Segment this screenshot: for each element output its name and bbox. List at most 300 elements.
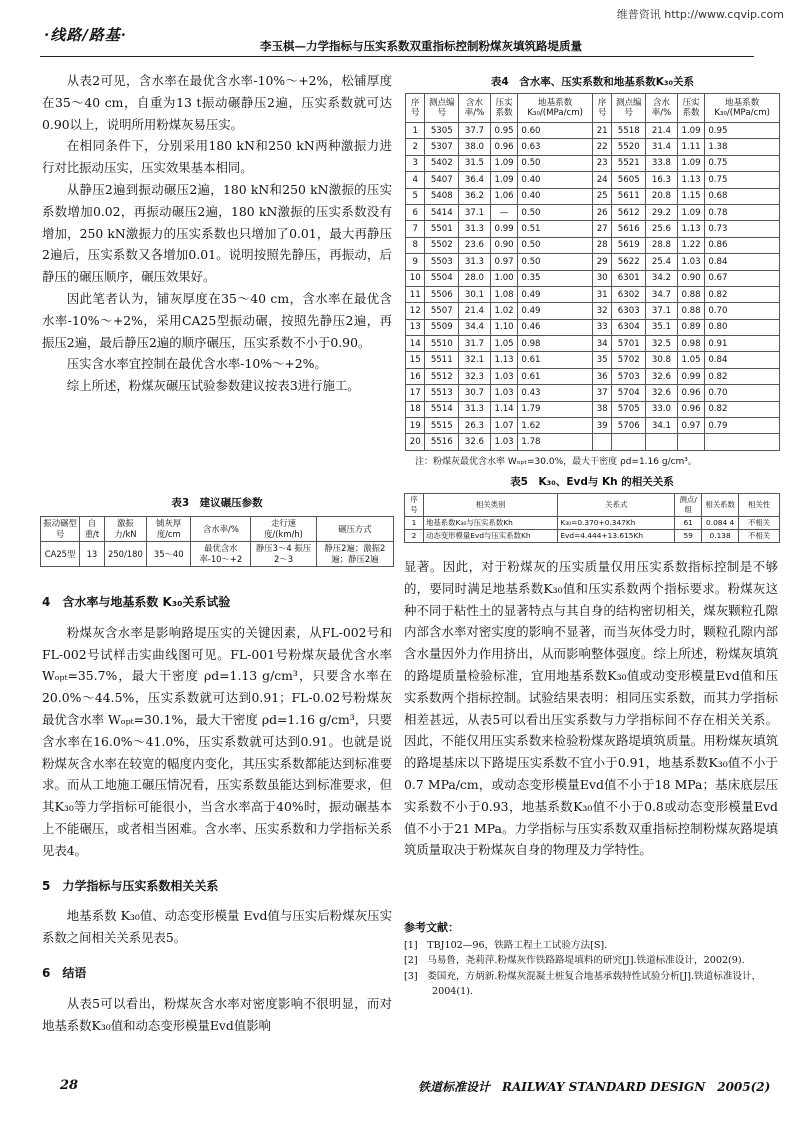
table-row <box>406 139 780 155</box>
table-cell: 1.09 <box>677 155 705 171</box>
table-cell: 36.4 <box>459 172 491 188</box>
table-cell: 1.09 <box>677 204 705 220</box>
table-cell: 26 <box>592 204 611 220</box>
table5-block <box>404 474 780 543</box>
table-cell: 5402 <box>425 155 459 171</box>
table-cell <box>612 434 646 450</box>
section-heading: 5 力学指标与压实系数相关关系 <box>42 878 219 893</box>
table-row <box>406 401 780 417</box>
table-cell: 31.3 <box>459 221 491 237</box>
table-cell: 37.1 <box>459 204 491 220</box>
table-cell: — <box>490 204 518 220</box>
table-cell: 5514 <box>425 401 459 417</box>
table-cell: 0.99 <box>490 221 518 237</box>
table-cell: 5305 <box>425 123 459 139</box>
table-caption: 表4 含水率、压实系数和地基系数K₃₀关系 <box>490 76 695 88</box>
table-cell: 静压2遍；激振2遍；静压2遍 <box>316 542 393 567</box>
table-cell: 0.50 <box>518 237 593 253</box>
table-cell: 8 <box>406 237 425 253</box>
table-cell: 5513 <box>425 385 459 401</box>
table-cell: 25.4 <box>646 254 678 270</box>
table-cell: 5622 <box>612 254 646 270</box>
table-cell: 33.8 <box>646 155 678 171</box>
table-cell: 0.73 <box>705 221 780 237</box>
table-header-cell: 压实系数 <box>677 94 705 123</box>
table-cell: 1.03 <box>490 385 518 401</box>
table-row <box>406 254 780 270</box>
table-cell: 29.2 <box>646 204 678 220</box>
table-row <box>406 385 780 401</box>
table-cell: 1.07 <box>490 418 518 434</box>
table-cell: 0.43 <box>518 385 593 401</box>
table-cell: 0.75 <box>705 172 780 188</box>
paragraph: 从表2可见，含水率在最优含水率-10%～+2%，松铺厚度在35～40 cm，自重为13 t振动碾静压2遍，压实系数就可达0.90以上，说明所用粉煤灰易压实。 <box>42 73 392 132</box>
table-cell: 0.97 <box>677 418 705 434</box>
table-row <box>406 434 780 450</box>
table-cell: 59 <box>675 530 702 543</box>
running-title: 李玉棋—力学指标与压实系数双重指标控制粉煤灰填筑路堤质量 <box>260 39 582 53</box>
table-header-cell: 序号 <box>405 494 424 517</box>
table-cell: 22 <box>592 139 611 155</box>
table-cell: 5507 <box>425 303 459 319</box>
table-cell: 5616 <box>612 221 646 237</box>
table-cell: 0.84 <box>705 254 780 270</box>
table-cell: 31.5 <box>459 155 491 171</box>
table-row <box>406 352 780 368</box>
table-cell: 1.03 <box>490 368 518 384</box>
table-cell: 0.60 <box>518 123 593 139</box>
table-row <box>406 237 780 253</box>
table-cell: 0.79 <box>705 418 780 434</box>
page-number: 28 <box>60 1078 79 1093</box>
table-cell: 0.75 <box>705 155 780 171</box>
references-title: 参考文献： <box>404 921 459 934</box>
table-row <box>41 542 394 567</box>
header-rule <box>40 56 754 57</box>
journal-footer: 铁道标准设计 RAILWAY STANDARD DESIGN 2005(2) <box>418 1080 771 1094</box>
table-row <box>406 123 780 139</box>
table-cell: 0.67 <box>705 270 780 286</box>
table-cell: 34.7 <box>646 286 678 302</box>
table-cell: 0.98 <box>677 336 705 352</box>
table-cell <box>705 434 780 450</box>
table-cell: 23.6 <box>459 237 491 253</box>
table-cell <box>646 434 678 450</box>
table-cell: 1 <box>406 123 425 139</box>
paragraph: 显著。因此，对于粉煤灰的压实质量仅用压实系数指标控制是不够的，要同时满足地基系数K₃₀值和压实系数两个指标要求。粉煤灰这种不同于粘性土的显著特点与其自身的结构密切相关，煤灰颗粒孔隙内部含水率对密实度的影响不显著，而当灰体受力时，颗粒孔隙内部含水量因外力作用挤出，从而影响整体强度。综上所述，粉煤灰填筑的路堤质量检验标准，宜用地基系数K₃₀值或动变形模量Evd值和压实系数两个指标控制。试验结果表明：相同压实系数，而其力学指标相差甚远，从表5可以看出压实系数与力学指标间不存在相关关系。因此，不能仅用压实系数来检验粉煤灰路堤填筑质量。用粉煤灰填筑的路堤基床以下路堤压实系数不宜小于0.91，地基系数K₃₀值不小于0.7 MPa/cm，或动态变形模量Evd值不小于18 MPa；基床底层压实系数不小于0.93，地基系数K₃₀值不小于0.8或动态变形模量Evd值不小于21 MPa。力学指标与压实系数双重指标控制粉煤灰路堤填筑质量取决于粉煤灰自身的物理及力学特性。 <box>404 559 778 858</box>
section-heading: 6 结语 <box>42 965 87 980</box>
table-cell: 33.0 <box>646 401 678 417</box>
table-cell: 12 <box>406 303 425 319</box>
table-cell: 0.40 <box>518 172 593 188</box>
table-cell: 35.1 <box>646 319 678 335</box>
table-cell: 19 <box>406 418 425 434</box>
table-cell: 5414 <box>425 204 459 220</box>
paragraph: 从静压2遍到振动碾压2遍，180 kN和250 kN激振的压实系数增加0.02，再振动碾压2遍，180 kN激振的压实系数没有增加，250 kN激振力的压实系数也只增加了0.01，最大再静压2遍后，压实系数又各增加0.01。说明按照先静压，再振动，后静压的碾压顺序，碾压效果好。 <box>42 181 392 285</box>
table-cell: 21 <box>592 123 611 139</box>
right-column <box>404 556 778 861</box>
table-cell: 0.99 <box>677 368 705 384</box>
table-row <box>406 270 780 286</box>
table-cell: 30.7 <box>459 385 491 401</box>
table-cell: 28 <box>592 237 611 253</box>
table-header-cell: 含水率/% <box>459 94 491 123</box>
table-cell: 5611 <box>612 188 646 204</box>
table-header-cell: 振动碾型号 <box>41 517 80 542</box>
table-cell: 1.79 <box>518 401 593 417</box>
table-header-cell: 走行速度/(km/h) <box>251 517 316 542</box>
table-row <box>406 204 780 220</box>
table-cell: 7 <box>406 221 425 237</box>
table-row <box>406 418 780 434</box>
table-cell: 16.3 <box>646 172 678 188</box>
table-cell: 5408 <box>425 188 459 204</box>
table-caption: 表5 K₃₀、Evd与 Kh 的相关关系 <box>510 476 674 488</box>
table-row <box>405 530 780 543</box>
left-column-top <box>42 70 392 397</box>
table-cell: 0.82 <box>705 286 780 302</box>
table-cell: 25 <box>592 188 611 204</box>
table-cell: 不相关 <box>739 517 780 530</box>
paragraph: 综上所述，粉煤灰碾压试验参数建议按表3进行施工。 <box>66 378 360 394</box>
table-cell: 6 <box>406 204 425 220</box>
reference-item: [3] 娄国充，方炳新.粉煤灰混凝土桩复合地基承载特性试验分析[J].铁道标准设计，2004(1). <box>404 970 762 997</box>
table-cell: 61 <box>675 517 702 530</box>
table-cell: 5605 <box>612 172 646 188</box>
table-cell: 24 <box>592 172 611 188</box>
table-cell: 1.13 <box>490 352 518 368</box>
table-cell: 32.1 <box>459 352 491 368</box>
table-cell: 18 <box>406 401 425 417</box>
table-cell: 5704 <box>612 385 646 401</box>
table-cell: 23 <box>592 155 611 171</box>
table-cell: 28.0 <box>459 270 491 286</box>
table-cell: 5510 <box>425 336 459 352</box>
table-cell: 0.49 <box>518 286 593 302</box>
table-header-cell: 测点/组 <box>675 494 702 517</box>
table-cell: 37.1 <box>646 303 678 319</box>
table-cell: 0.96 <box>677 385 705 401</box>
table-cell: 30.8 <box>646 352 678 368</box>
table-cell: 2 <box>405 530 424 543</box>
table-cell: 20 <box>406 434 425 450</box>
table-cell: 地基系数K₃₀与压实系数Kh <box>423 517 557 530</box>
table-cell: 5504 <box>425 270 459 286</box>
table-cell: 5307 <box>425 139 459 155</box>
table-cell: 0.90 <box>677 270 705 286</box>
table-cell: 0.96 <box>490 139 518 155</box>
table-cell: 5 <box>406 188 425 204</box>
table-cell: 32 <box>592 303 611 319</box>
table-header-cell: 序号 <box>592 94 611 123</box>
table-cell: 0.82 <box>705 368 780 384</box>
table-cell: 35～40 <box>147 542 191 567</box>
section-heading: 4 含水率与地基系数 K₃₀关系试验 <box>42 595 231 609</box>
table-cell: 0.98 <box>518 336 593 352</box>
table-cell: 5619 <box>612 237 646 253</box>
table-cell: 5612 <box>612 204 646 220</box>
table-cell: 16 <box>406 368 425 384</box>
table-cell: 1.09 <box>490 155 518 171</box>
table-cell: 21.4 <box>646 123 678 139</box>
table-cell: 5501 <box>425 221 459 237</box>
table-header-cell: 序号 <box>406 94 425 123</box>
table3-block <box>40 495 394 567</box>
table-cell: 31.3 <box>459 254 491 270</box>
table-cell: 0.88 <box>677 286 705 302</box>
table-cell: 1.05 <box>490 336 518 352</box>
table-header-cell: 压实系数 <box>490 94 518 123</box>
table-cell: 1.06 <box>490 188 518 204</box>
table-cell: 0.138 <box>702 530 739 543</box>
table-row <box>406 188 780 204</box>
table-cell: 0.91 <box>705 336 780 352</box>
table-cell: 0.89 <box>677 319 705 335</box>
table-cell: 31.4 <box>646 139 678 155</box>
table-header-cell: 相关性 <box>739 494 780 517</box>
table-cell: 1.22 <box>677 237 705 253</box>
table-cell: 28.8 <box>646 237 678 253</box>
table-cell: 0.63 <box>518 139 593 155</box>
table-cell: 最优含水率-10～+2 <box>191 542 251 567</box>
table-caption: 表3 建议碾压参数 <box>171 497 263 509</box>
table-header-cell: 相关系数 <box>702 494 739 517</box>
table-cell: 5703 <box>612 368 646 384</box>
table-cell: 0.50 <box>518 155 593 171</box>
table-cell: 32.6 <box>646 368 678 384</box>
table-cell: 6302 <box>612 286 646 302</box>
table-cell: 29 <box>592 254 611 270</box>
table-cell: 38.0 <box>459 139 491 155</box>
table-cell: 0.88 <box>677 303 705 319</box>
table-cell: 5520 <box>612 139 646 155</box>
table-row <box>406 319 780 335</box>
table-cell: 0.70 <box>705 303 780 319</box>
table-cell: 5407 <box>425 172 459 188</box>
table-cell: 0.50 <box>518 254 593 270</box>
table-cell: 1.38 <box>705 139 780 155</box>
table-header-cell: 含水率/% <box>191 517 251 542</box>
table-cell: 动态变形模量Evd与压实系数Kh <box>423 530 557 543</box>
table-row <box>406 303 780 319</box>
table-cell: 0.86 <box>705 237 780 253</box>
table-cell: 0.50 <box>518 204 593 220</box>
table-cell: 32.6 <box>459 434 491 450</box>
paragraph: 因此笔者认为，铺灰厚度在35～40 cm，含水率在最优含水率-10%～+2%，采用CA25型振动碾，按照先静压2遍，再振压2遍，最后静压2遍的顺序碾压，压实系数不小于0.90。 <box>42 290 392 350</box>
table-cell: 2 <box>406 139 425 155</box>
table-header-cell: 关系式 <box>558 494 675 517</box>
table-cell: 1.13 <box>677 172 705 188</box>
table-cell: 不相关 <box>739 530 780 543</box>
table3 <box>40 516 394 567</box>
table-cell: 1.15 <box>677 188 705 204</box>
table-cell: 11 <box>406 286 425 302</box>
table4-body <box>406 123 780 451</box>
table-cell: 21.4 <box>459 303 491 319</box>
table-cell: 0.95 <box>490 123 518 139</box>
table-cell: 6303 <box>612 303 646 319</box>
table-row <box>406 155 780 171</box>
table-cell: 13 <box>80 542 105 567</box>
table-cell: 36 <box>592 368 611 384</box>
table-cell: 1.11 <box>677 139 705 155</box>
table4-block <box>405 74 780 467</box>
table-cell: 1.02 <box>490 303 518 319</box>
table-cell: 6301 <box>612 270 646 286</box>
table-note: 注：粉煤灰最优含水率 Wₒₚₜ=30.0%，最大干密度 ρd=1.16 g/cm³。 <box>415 456 697 467</box>
table-header-cell: 相关类别 <box>423 494 557 517</box>
table-cell: 1.09 <box>490 172 518 188</box>
table-row <box>405 517 780 530</box>
table-cell: 6304 <box>612 319 646 335</box>
table-header-cell: 测点编号 <box>425 94 459 123</box>
table-row <box>406 221 780 237</box>
table-cell: 31.3 <box>459 401 491 417</box>
table-cell: 5515 <box>425 418 459 434</box>
table-cell: 0.82 <box>705 401 780 417</box>
table-cell: 0.80 <box>705 319 780 335</box>
table-cell: 32.3 <box>459 368 491 384</box>
table-cell: 1.10 <box>490 319 518 335</box>
table-header-cell: 含水率/% <box>646 94 678 123</box>
table-cell: 37 <box>592 385 611 401</box>
table-cell: 3 <box>406 155 425 171</box>
table-cell: 0.97 <box>490 254 518 270</box>
table-row <box>406 368 780 384</box>
table-header-cell: 地基系数K₃₀/(MPa/cm) <box>518 94 593 123</box>
table-header-cell: 碾压方式 <box>316 517 393 542</box>
table-cell: 0.90 <box>490 237 518 253</box>
table-cell: 31 <box>592 286 611 302</box>
paragraph: 从表5可以看出，粉煤灰含水率对密度影响不很明显，而对地基系数K₃₀值和动态变形模量Evd值影响 <box>42 995 392 1033</box>
table-cell: 34.1 <box>646 418 678 434</box>
table-cell: 38 <box>592 401 611 417</box>
table-header-row <box>41 517 394 542</box>
table-header-cell: 铺灰厚度/cm <box>147 517 191 542</box>
table-cell: 1 <box>405 517 424 530</box>
table-cell: 1.13 <box>677 221 705 237</box>
table-cell: 5521 <box>612 155 646 171</box>
table-cell: 30 <box>592 270 611 286</box>
left-column-bottom <box>42 578 392 1036</box>
table-cell: 9 <box>406 254 425 270</box>
table-cell: 0.61 <box>518 352 593 368</box>
table-cell: 39 <box>592 418 611 434</box>
table-cell: 0.68 <box>705 188 780 204</box>
table-cell <box>677 434 705 450</box>
section-tag: ·线路/路基· <box>44 26 127 44</box>
table-cell: 27 <box>592 221 611 237</box>
table-header-cell: 激振力/kN <box>104 517 146 542</box>
table-cell: 25.6 <box>646 221 678 237</box>
table-header-cell: 自重/t <box>80 517 105 542</box>
table-cell: 0.49 <box>518 303 593 319</box>
table-cell: 5503 <box>425 254 459 270</box>
table-cell: 34 <box>592 336 611 352</box>
table-cell: 0.51 <box>518 221 593 237</box>
table-header-row <box>406 94 780 123</box>
table-cell: 1.14 <box>490 401 518 417</box>
table-cell: 36.2 <box>459 188 491 204</box>
table-cell: 0.40 <box>518 188 593 204</box>
table-cell: 5502 <box>425 237 459 253</box>
table-cell: 5506 <box>425 286 459 302</box>
table-cell: 30.1 <box>459 286 491 302</box>
table-cell: 0.95 <box>705 123 780 139</box>
table-cell: 5705 <box>612 401 646 417</box>
watermark: 维普资讯 http://www.cqvip.com <box>616 8 784 21</box>
table-cell: 17 <box>406 385 425 401</box>
table-cell: 1.00 <box>490 270 518 286</box>
table-cell: 5701 <box>612 336 646 352</box>
table-cell: 20.8 <box>646 188 678 204</box>
table-cell: 5511 <box>425 352 459 368</box>
table-header-cell: 地基系数K₃₀/(MPa/cm) <box>705 94 780 123</box>
table-cell: 0.46 <box>518 319 593 335</box>
table-header-row <box>405 494 780 517</box>
table-cell: 13 <box>406 319 425 335</box>
table-cell: 37.7 <box>459 123 491 139</box>
table-cell: 32.6 <box>646 385 678 401</box>
table-header-cell: 测点编号 <box>612 94 646 123</box>
table-cell: 1.78 <box>518 434 593 450</box>
table-cell: 31.7 <box>459 336 491 352</box>
table-cell: 14 <box>406 336 425 352</box>
table-cell: K₃₀=0.370+0.347Kh <box>558 517 675 530</box>
table-cell: 5516 <box>425 434 459 450</box>
table-cell: 0.84 <box>705 352 780 368</box>
table-cell: 5702 <box>612 352 646 368</box>
reference-item: [1] TBJ102—96，铁路工程土工试验方法[S]. <box>404 939 608 951</box>
paragraph: 压实含水率宜控制在最优含水率-10%～+2%。 <box>66 356 327 372</box>
table-cell: CA25型 <box>41 542 80 567</box>
table-cell: 1.03 <box>490 434 518 450</box>
table5 <box>404 493 780 543</box>
table-cell: 1.09 <box>677 123 705 139</box>
reference-item: [2] 马易鲁，尧莉萍.粉煤灰作铁路路堤填料的研究[J].铁道标准设计，2002(9). <box>404 955 745 966</box>
table-cell: 1.08 <box>490 286 518 302</box>
table-cell: 250/180 <box>104 542 146 567</box>
table-cell: 5518 <box>612 123 646 139</box>
paragraph: 粉煤灰含水率是影响路堤压实的关键因素，从FL-002号和FL-002号试样击实曲线图可见。FL-001号粉煤灰最优含水率 Wₒₚₜ=35.7%，最大干密度 ρd=1.13 g/cm³，只要含水率在20.0%～44.5%，压实系数就可达到0.91；FL-0.02号粉煤灰最优含水率 Wₒₚₜ=30.1%，最大干密度 ρd=1.16 g/cm³，只要含水率在16.0%～41.0%，压实系数就可达到0.91。也就是说粉煤灰含水率在较宽的幅度内变化，其压实系数都能达到标准要求。而从工地施工碾压情况看，压实系数虽能达到标准要求，但其K₃₀等力学指标可能很小，当含水率高于40%时，振动碾基本上不能碾压，或者相当困难。含水率、压实系数和力学指标关系见表4。 <box>42 624 392 858</box>
paragraph: 地基系数 K₃₀值、动态变形模量 Evd值与压实后粉煤灰压实系数之间相关关系见表5。 <box>42 908 392 946</box>
table-cell: 32.5 <box>646 336 678 352</box>
table-cell: 0.61 <box>518 368 593 384</box>
table-cell: 35 <box>592 352 611 368</box>
table-row <box>406 286 780 302</box>
table-cell: 0.96 <box>677 401 705 417</box>
table-cell: 15 <box>406 352 425 368</box>
table-cell: 5512 <box>425 368 459 384</box>
table-cell: 26.3 <box>459 418 491 434</box>
table-cell: 34.2 <box>646 270 678 286</box>
table-row <box>406 172 780 188</box>
table-cell: 33 <box>592 319 611 335</box>
table-cell: 10 <box>406 270 425 286</box>
table-row <box>406 336 780 352</box>
table-cell: 1.03 <box>677 254 705 270</box>
table-cell: 0.35 <box>518 270 593 286</box>
references <box>404 920 778 1000</box>
table-cell: 5509 <box>425 319 459 335</box>
table-cell <box>592 434 611 450</box>
table-cell: 1.05 <box>677 352 705 368</box>
table-cell: 1.62 <box>518 418 593 434</box>
table-cell: 34.4 <box>459 319 491 335</box>
table-cell: 5706 <box>612 418 646 434</box>
table4 <box>405 93 780 451</box>
table-cell: 0.084 4 <box>702 517 739 530</box>
